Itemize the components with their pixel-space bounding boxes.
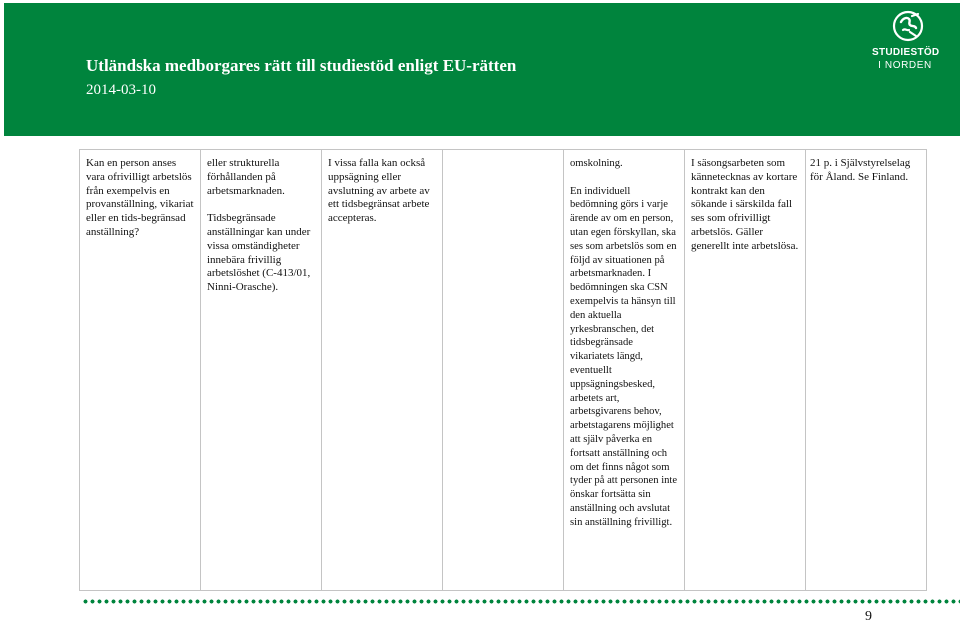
globe-hand-icon	[892, 10, 924, 42]
table-cell-column-6	[685, 150, 806, 591]
table-cell-column-7	[806, 150, 927, 591]
header-bar	[4, 3, 960, 136]
logo-text-i-norden: I NORDEN	[878, 60, 932, 71]
cell-text: 21 p. i Självstyrelselag för Åland. Se Finland.	[810, 157, 911, 183]
cell-text: eller strukturella förhållanden på arbetsmarknaden.	[207, 157, 285, 197]
studiestod-logo	[872, 10, 938, 72]
cell-text: omskolning.	[570, 158, 623, 169]
comparison-table	[79, 149, 927, 591]
dotted-divider	[82, 599, 960, 604]
cell-text: Kan en person anses vara ofrivilligt arbetslös från exempelvis en provanställning, vikariat eller en tids-begränsad anställning?	[86, 157, 194, 238]
cell-text: Tidsbegränsade anställningar kan under vissa omständigheter innebära frivillig arbetslöshet (C-413/01, Ninni-Orasche).	[207, 212, 311, 294]
table-cell-column-4	[443, 150, 564, 591]
table-cell-column-3	[322, 150, 443, 591]
cell-text: I vissa falla kan också uppsägning eller avslutning av arbete av ett tidsbegränsat arbete accepteras.	[328, 157, 430, 225]
page-number: 9	[865, 609, 872, 624]
cell-text: En individuell bedömning görs i varje ärende av om en person, utan egen förskyllan, ska ses som arbetslös som en följd av situationen på arbetsmarknaden. I bedömningen ska CSN exempelvis ta hänsyn till den aktuella yrkesbranschen, det tidsbegränsade vikariatets längd, eventuellt uppsägningsbesked, arbetets art, arbetsgivarens behov, arbetstagarens möjlighet att själv påverka en fortsatt anställning och om det finns något som tyder på att personen inte önskar fortsätta sin anställning och avslutat sin anställning frivilligt.	[570, 185, 678, 528]
logo-text-studiestod: STUDIESTÖD	[872, 47, 940, 58]
presentation-date: 2014-03-10	[86, 82, 156, 98]
cell-text: I säsongsarbeten som kännetecknas av kortare kontrakt kan den sökande i särskilda fall ses som ofrivilligt arbetslös. Gäller generellt inte arbetslösa.	[691, 157, 799, 252]
table-cell-question	[80, 150, 201, 591]
presentation-title: Utländska medborgares rätt till studiestöd enligt EU-rätten	[86, 56, 517, 75]
table-row	[80, 150, 927, 591]
table-cell-column-2	[201, 150, 322, 591]
table-cell-column-5	[564, 150, 685, 591]
